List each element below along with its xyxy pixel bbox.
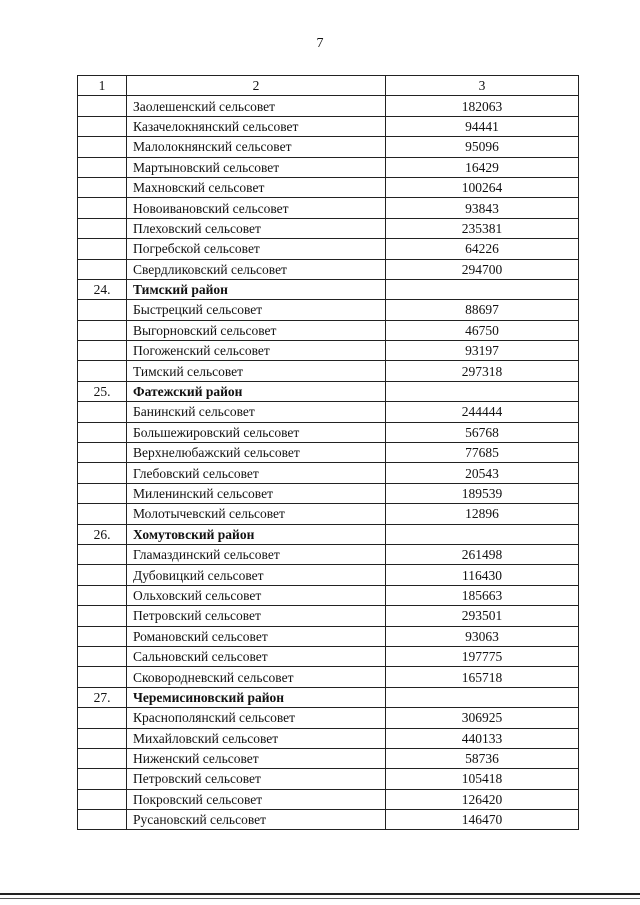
row-number-cell: [78, 116, 127, 136]
table-row: [78, 443, 579, 463]
council-name-cell: Мартыновский сельсовет: [127, 157, 386, 177]
value-cell: 94441: [386, 116, 579, 136]
council-name-cell: Большежировский сельсовет: [127, 422, 386, 442]
value-cell: 182063: [386, 96, 579, 116]
value-cell: 16429: [386, 157, 579, 177]
district-row: [78, 524, 579, 544]
table-row: [78, 218, 579, 238]
council-name-cell: Малолокнянский сельсовет: [127, 137, 386, 157]
council-name-cell: Банинский сельсовет: [127, 402, 386, 422]
council-name-cell: Покровский сельсовет: [127, 789, 386, 809]
row-number-cell: [78, 626, 127, 646]
council-name-cell: Сковородневский сельсовет: [127, 667, 386, 687]
council-name-cell: Миленинский сельсовет: [127, 483, 386, 503]
value-cell: 95096: [386, 137, 579, 157]
council-name-cell: Новоивановский сельсовет: [127, 198, 386, 218]
value-cell: 20543: [386, 463, 579, 483]
value-cell: 58736: [386, 748, 579, 768]
value-cell: 189539: [386, 483, 579, 503]
value-cell: 197775: [386, 646, 579, 666]
bottom-rule-thin: [0, 898, 640, 899]
row-number-cell: [78, 341, 127, 361]
value-cell: 244444: [386, 402, 579, 422]
row-number-cell: [78, 789, 127, 809]
table-body: [78, 76, 579, 830]
table-row: [78, 606, 579, 626]
value-cell: 261498: [386, 544, 579, 564]
row-number-cell: [78, 463, 127, 483]
value-cell: [386, 687, 579, 707]
row-number-cell: [78, 239, 127, 259]
row-number-cell: 27.: [78, 687, 127, 707]
row-number-cell: [78, 157, 127, 177]
row-number-cell: [78, 606, 127, 626]
council-name-cell: Гламаздинский сельсовет: [127, 544, 386, 564]
council-name-cell: Петровский сельсовет: [127, 769, 386, 789]
district-name-cell: Фатежский район: [127, 381, 386, 401]
council-name-cell: Верхнелюбажский сельсовет: [127, 443, 386, 463]
district-row: [78, 687, 579, 707]
council-name-cell: Погребской сельсовет: [127, 239, 386, 259]
value-cell: [386, 524, 579, 544]
value-cell: 185663: [386, 585, 579, 605]
council-name-cell: Погоженский сельсовет: [127, 341, 386, 361]
table-row: [78, 116, 579, 136]
row-number-cell: [78, 544, 127, 564]
table-row: [78, 361, 579, 381]
table-row: [78, 626, 579, 646]
value-cell: 77685: [386, 443, 579, 463]
value-cell: 93843: [386, 198, 579, 218]
row-number-cell: 24.: [78, 279, 127, 299]
table-row: [78, 198, 579, 218]
row-number-cell: [78, 96, 127, 116]
district-name-cell: Тимский район: [127, 279, 386, 299]
value-cell: 165718: [386, 667, 579, 687]
row-number-cell: [78, 402, 127, 422]
council-name-cell: Выгорновский сельсовет: [127, 320, 386, 340]
council-name-cell: Казачелокнянский сельсовет: [127, 116, 386, 136]
value-cell: [386, 381, 579, 401]
row-number-cell: [78, 748, 127, 768]
row-number-cell: [78, 137, 127, 157]
value-cell: 56768: [386, 422, 579, 442]
table-row: [78, 96, 579, 116]
value-cell: 293501: [386, 606, 579, 626]
table-row: [78, 769, 579, 789]
council-name-cell: Ниженский сельсовет: [127, 748, 386, 768]
value-cell: 93197: [386, 341, 579, 361]
council-name-cell: Сальновский сельсовет: [127, 646, 386, 666]
row-number-cell: [78, 443, 127, 463]
row-number-cell: [78, 300, 127, 320]
value-cell: 440133: [386, 728, 579, 748]
row-number-cell: [78, 708, 127, 728]
table-row: [78, 748, 579, 768]
council-name-cell: Молотычевский сельсовет: [127, 504, 386, 524]
header-col-1: 1: [78, 76, 127, 96]
table-row: [78, 157, 579, 177]
row-number-cell: 26.: [78, 524, 127, 544]
row-number-cell: [78, 198, 127, 218]
value-cell: 235381: [386, 218, 579, 238]
table-row: [78, 544, 579, 564]
table-row: [78, 483, 579, 503]
district-name-cell: Хомутовский район: [127, 524, 386, 544]
row-number-cell: [78, 218, 127, 238]
table-header-row: [78, 76, 579, 96]
district-name-cell: Черемисиновский район: [127, 687, 386, 707]
council-name-cell: Махновский сельсовет: [127, 177, 386, 197]
council-name-cell: Русановский сельсовет: [127, 810, 386, 830]
council-name-cell: Михайловский сельсовет: [127, 728, 386, 748]
value-cell: 12896: [386, 504, 579, 524]
council-name-cell: Романовский сельсовет: [127, 626, 386, 646]
table-row: [78, 259, 579, 279]
row-number-cell: [78, 769, 127, 789]
row-number-cell: [78, 504, 127, 524]
value-cell: 126420: [386, 789, 579, 809]
table-row: [78, 708, 579, 728]
value-cell: 46750: [386, 320, 579, 340]
council-name-cell: Свердликовский сельсовет: [127, 259, 386, 279]
bottom-rule: [0, 893, 640, 895]
council-name-cell: Глебовский сельсовет: [127, 463, 386, 483]
value-cell: [386, 279, 579, 299]
value-cell: 64226: [386, 239, 579, 259]
table-row: [78, 565, 579, 585]
table-row: [78, 177, 579, 197]
council-name-cell: Плеховский сельсовет: [127, 218, 386, 238]
table-row: [78, 463, 579, 483]
value-cell: 297318: [386, 361, 579, 381]
council-name-cell: Тимский сельсовет: [127, 361, 386, 381]
value-cell: 306925: [386, 708, 579, 728]
value-cell: 100264: [386, 177, 579, 197]
value-cell: 294700: [386, 259, 579, 279]
table-row: [78, 239, 579, 259]
council-name-cell: Быстрецкий сельсовет: [127, 300, 386, 320]
row-number-cell: [78, 483, 127, 503]
row-number-cell: 25.: [78, 381, 127, 401]
table-row: [78, 137, 579, 157]
row-number-cell: [78, 320, 127, 340]
page-number: 7: [316, 36, 324, 51]
table-row: [78, 504, 579, 524]
table-row: [78, 646, 579, 666]
table-row: [78, 585, 579, 605]
row-number-cell: [78, 422, 127, 442]
header-col-2: 2: [127, 76, 386, 96]
row-number-cell: [78, 565, 127, 585]
table-row: [78, 728, 579, 748]
district-row: [78, 381, 579, 401]
table-row: [78, 789, 579, 809]
row-number-cell: [78, 361, 127, 381]
council-name-cell: Заолешенский сельсовет: [127, 96, 386, 116]
value-cell: 105418: [386, 769, 579, 789]
row-number-cell: [78, 259, 127, 279]
table-row: [78, 320, 579, 340]
council-name-cell: Краснополянский сельсовет: [127, 708, 386, 728]
table-row: [78, 667, 579, 687]
district-row: [78, 279, 579, 299]
council-name-cell: Петровский сельсовет: [127, 606, 386, 626]
council-name-cell: Ольховский сельсовет: [127, 585, 386, 605]
header-col-3: 3: [386, 76, 579, 96]
value-cell: 116430: [386, 565, 579, 585]
row-number-cell: [78, 646, 127, 666]
table-row: [78, 810, 579, 830]
row-number-cell: [78, 728, 127, 748]
value-cell: 88697: [386, 300, 579, 320]
row-number-cell: [78, 177, 127, 197]
row-number-cell: [78, 585, 127, 605]
table-row: [78, 402, 579, 422]
table-row: [78, 300, 579, 320]
council-name-cell: Дубовицкий сельсовет: [127, 565, 386, 585]
value-cell: 146470: [386, 810, 579, 830]
row-number-cell: [78, 667, 127, 687]
data-table: [77, 75, 579, 830]
table-row: [78, 422, 579, 442]
row-number-cell: [78, 810, 127, 830]
value-cell: 93063: [386, 626, 579, 646]
table-row: [78, 341, 579, 361]
